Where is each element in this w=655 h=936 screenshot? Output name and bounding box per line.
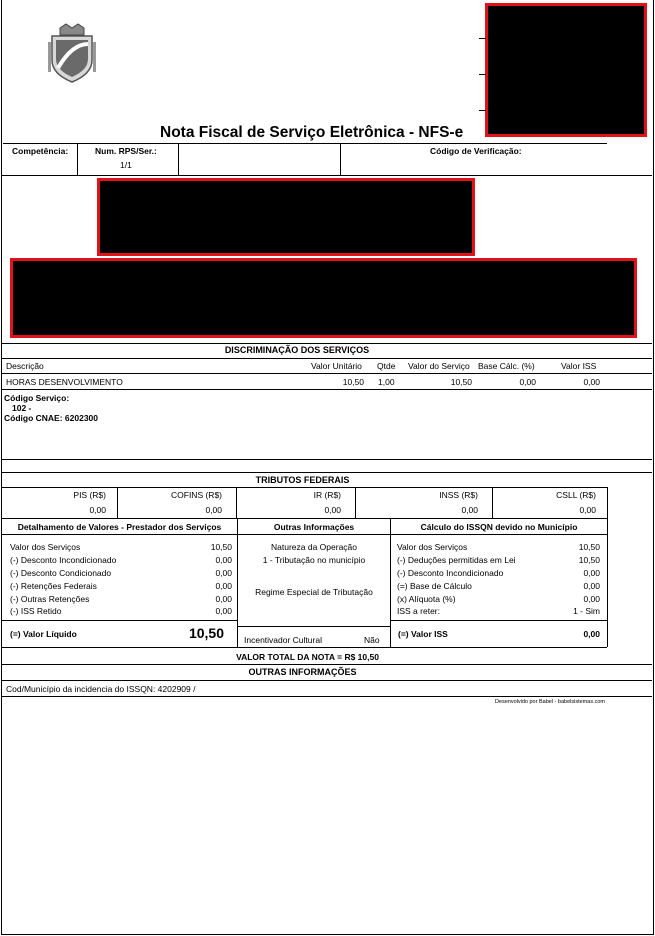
valor-iss-value: 0,00 — [583, 629, 600, 639]
detalhamento-row-label: (-) Desconto Condicionado — [10, 568, 112, 578]
redacted-block-prestador — [97, 178, 475, 256]
competencia-label: Competência: — [12, 146, 69, 156]
issqn-row-value: 1 - Sim — [573, 606, 600, 616]
valor-liquido-value: 10,50 — [188, 625, 224, 641]
issqn-row-value: 10,50 — [578, 555, 600, 565]
csll-label: CSLL (R$) — [556, 490, 596, 500]
cnae-value: 6202300 — [64, 413, 99, 423]
cnae-label: Código CNAE: 6202300 — [4, 413, 99, 423]
col-qtde: Qtde — [377, 361, 396, 371]
issqn-row-value: 0,00 — [583, 568, 600, 578]
outras-informacoes-title: OUTRAS INFORMAÇÕES — [248, 667, 357, 677]
detalhamento-row-label: (-) Outras Retenções — [10, 594, 90, 604]
issqn-row-label: (-) Deduções permitidas em Lei — [397, 555, 516, 565]
valor-liquido-label: (=) Valor Líquido — [10, 629, 77, 639]
coat-of-arms-logo — [44, 22, 100, 86]
csll-value: 0,00 — [579, 505, 596, 515]
ir-label: IR (R$) — [313, 490, 341, 500]
natureza-label: Natureza da Operação — [271, 542, 357, 552]
redacted-block-top-right — [485, 3, 647, 137]
service-descricao: HORAS DESENVOLVIMENTO — [6, 377, 123, 387]
incentivador-value: Não — [364, 635, 380, 645]
inss-value: 0,00 — [461, 505, 478, 515]
servicos-section-title: DISCRIMINAÇÃO DOS SERVIÇOS — [224, 345, 370, 355]
detalhamento-row-label: (-) Desconto Incondicionado — [10, 555, 117, 565]
col-valor-servico: Valor do Serviço — [408, 361, 470, 371]
service-valor-servico: 10,50 — [450, 377, 472, 387]
issqn-title: Cálculo do ISSQN devido no Município — [420, 522, 578, 532]
detalhamento-row-value: 0,00 — [215, 555, 232, 565]
cofins-label: COFINS (R$) — [171, 490, 222, 500]
detalhamento-row-value: 0,00 — [215, 594, 232, 604]
inss-label: INSS (R$) — [439, 490, 478, 500]
issqn-row-label: (x) Alíquota (%) — [397, 594, 456, 604]
codigo-servico-value: 102 - — [12, 403, 32, 413]
pis-label: PIS (R$) — [73, 490, 106, 500]
detalhamento-row-label: Valor dos Serviços — [10, 542, 81, 552]
service-qtde: 1,00 — [378, 377, 395, 387]
issqn-row-label: (=) Base de Cálculo — [397, 581, 472, 591]
col-valor-iss: Valor ISS — [561, 361, 597, 371]
detalhamento-row-value: 0,00 — [215, 606, 232, 616]
detalhamento-row-value: 10,50 — [210, 542, 232, 552]
pis-value: 0,00 — [89, 505, 106, 515]
valor-total-nota: VALOR TOTAL DA NOTA = R$ 10,50 — [236, 652, 379, 662]
detalhamento-row-value: 0,00 — [215, 581, 232, 591]
col-base-calc: Base Cálc. (%) — [478, 361, 535, 371]
rps-label: Num. RPS/Ser.: — [95, 146, 157, 156]
incentivador-label: Incentivador Cultural — [244, 635, 322, 645]
service-base-calc: 0,00 — [519, 377, 536, 387]
service-valor-iss: 0,00 — [583, 377, 600, 387]
issqn-row-label: (-) Desconto Incondicionado — [397, 568, 504, 578]
issqn-row-value: 0,00 — [583, 581, 600, 591]
service-valor-unitario: 10,50 — [342, 377, 364, 387]
issqn-row-label: ISS a reter: — [397, 606, 440, 616]
detalhamento-row-label: (-) ISS Retido — [10, 606, 62, 616]
col-valor-unitario: Valor Unitário — [311, 361, 362, 371]
detalhamento-row-label: (-) Retenções Federais — [10, 581, 97, 591]
ir-value: 0,00 — [324, 505, 341, 515]
col-descricao: Descrição — [6, 361, 44, 371]
cofins-value: 0,00 — [205, 505, 222, 515]
issqn-row-value: 10,50 — [578, 542, 600, 552]
detalhamento-row-value: 0,00 — [215, 568, 232, 578]
outras-info-box-title: Outras Informações — [273, 522, 355, 532]
verificacao-label: Código de Verificação: — [430, 146, 522, 156]
valor-iss-label: (=) Valor ISS — [398, 629, 448, 639]
rps-value: 1/1 — [120, 160, 132, 170]
detalhamento-title: Detalhamento de Valores - Prestador dos Serviços — [17, 522, 222, 532]
regime-label: Regime Especial de Tributação — [255, 587, 373, 597]
natureza-value: 1 - Tributação no município — [262, 555, 366, 565]
codigo-servico-label: Código Serviço: — [4, 393, 70, 403]
tributos-section-title: TRIBUTOS FEDERAIS — [255, 475, 350, 485]
outras-informacoes-text: Cod/Município da incidencia do ISSQN: 4202909 / — [6, 684, 196, 694]
page-title: Nota Fiscal de Serviço Eletrônica - NFS-e — [160, 124, 464, 141]
issqn-row-label: Valor dos Serviços — [397, 542, 468, 552]
issqn-row-value: 0,00 — [583, 594, 600, 604]
redacted-block-tomador — [10, 258, 637, 338]
footer-credit: Desenvolvido por Babel - babelsistemas.com — [494, 699, 605, 705]
